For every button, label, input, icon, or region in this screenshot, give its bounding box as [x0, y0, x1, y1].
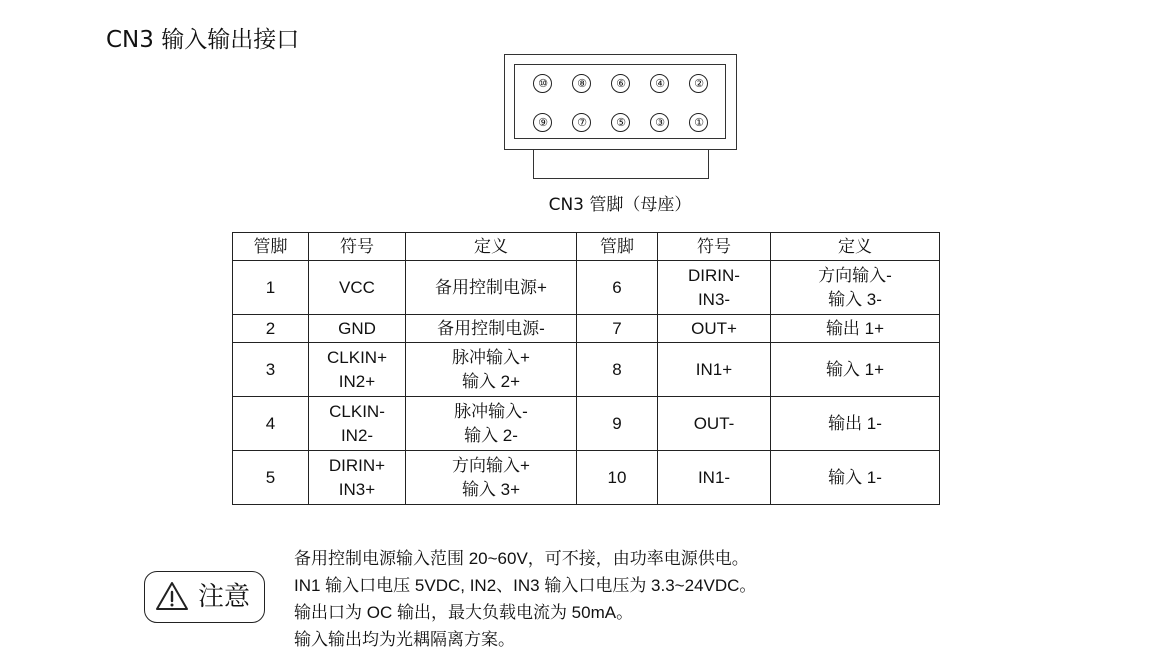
cell-text: CLKIN- — [329, 401, 385, 421]
cell-pin — [577, 451, 658, 505]
cell-text: 6 — [612, 277, 622, 297]
cell-pin — [233, 397, 309, 451]
cell-text: 输出 1+ — [825, 318, 885, 338]
cell-text: 脉冲输入- — [454, 401, 528, 421]
cell-text: IN2+ — [338, 371, 376, 391]
cell-text: VCC — [339, 277, 375, 297]
cell-symbol — [309, 451, 406, 505]
connector-caption: CN3 管脚（母座） — [548, 195, 692, 215]
cell-text: 输入 1- — [828, 467, 882, 487]
header-symbol: 符号 — [658, 233, 771, 261]
table-row — [233, 261, 940, 315]
cell-text: 3 — [265, 359, 276, 379]
table-row — [233, 315, 940, 343]
cell-text: 1 — [265, 277, 276, 297]
cell-text: 方向输入- — [818, 265, 892, 285]
notice-badge — [144, 571, 265, 623]
cell-pin — [577, 315, 658, 343]
header-symbol: 符号 — [309, 233, 406, 261]
cell-definition — [771, 451, 940, 505]
note-line: 备用控制电源输入范围 20~60V，可不接，由功率电源供电。 — [294, 549, 749, 568]
cell-pin — [233, 343, 309, 397]
connector-pin: ⑦ — [572, 113, 591, 132]
cell-symbol — [309, 343, 406, 397]
connector-pin: ④ — [650, 74, 669, 93]
cell-text: 10 — [607, 467, 627, 487]
cell-symbol — [658, 315, 771, 343]
cell-definition — [406, 261, 577, 315]
cell-pin — [577, 397, 658, 451]
cell-text: 输入 2- — [464, 425, 518, 445]
cell-text: 2 — [265, 318, 276, 338]
connector-pin: ① — [689, 113, 708, 132]
cell-definition — [406, 343, 577, 397]
cell-text: 方向输入+ — [452, 455, 530, 475]
cell-symbol — [658, 397, 771, 451]
connector-pin: ② — [689, 74, 708, 93]
cell-text: 输入 2+ — [461, 371, 521, 391]
connector-pin: ③ — [650, 113, 669, 132]
notice-text — [294, 545, 756, 653]
cell-text: OUT+ — [691, 318, 737, 338]
cell-pin — [233, 315, 309, 343]
cell-definition — [771, 261, 940, 315]
section-title: CN3 输入输出接口 — [106, 27, 300, 53]
cell-symbol — [658, 261, 771, 315]
cell-definition — [406, 397, 577, 451]
connector-pin: ⑥ — [611, 74, 630, 93]
cell-text: DIRIN+ — [328, 455, 386, 475]
cell-symbol — [658, 343, 771, 397]
note-line: IN1 输入口电压 5VDC, IN2、IN3 输入口电压为 3.3~24VDC。 — [294, 576, 757, 595]
cell-pin — [577, 343, 658, 397]
header-definition: 定义 — [771, 233, 940, 261]
note-line: 输入输出均为光耦隔离方案。 — [294, 630, 515, 649]
cell-symbol — [309, 261, 406, 315]
header-pin: 管脚 — [577, 233, 658, 261]
cell-symbol — [309, 315, 406, 343]
cell-text: 输出 1- — [828, 413, 882, 433]
cell-text: 8 — [612, 359, 622, 379]
cell-symbol — [309, 397, 406, 451]
cell-text: IN1+ — [695, 359, 733, 379]
connector-key-tab — [533, 149, 709, 179]
cell-definition — [771, 315, 940, 343]
cell-text: 4 — [265, 413, 276, 433]
header-definition: 定义 — [406, 233, 577, 261]
notice-label: 注意 — [198, 582, 251, 612]
connector-pin: ⑨ — [533, 113, 552, 132]
note-line: 输出口为 OC 输出，最大负载电流为 50mA。 — [294, 603, 634, 622]
cell-text: OUT- — [693, 413, 735, 433]
header-pin: 管脚 — [233, 233, 309, 261]
cell-symbol — [658, 451, 771, 505]
cell-definition — [406, 451, 577, 505]
cell-text: 输入 3+ — [461, 479, 521, 499]
connector-pin: ⑩ — [533, 74, 552, 93]
cell-pin — [233, 451, 309, 505]
table-body — [233, 261, 940, 505]
cell-text: 输入 3- — [828, 289, 882, 309]
cell-text: GND — [338, 318, 376, 338]
cell-definition — [406, 315, 577, 343]
table-row — [233, 343, 940, 397]
table-row — [233, 451, 940, 505]
cell-text: DIRIN- — [688, 265, 740, 285]
cell-text: 7 — [612, 318, 622, 338]
cell-text: IN1- — [697, 467, 731, 487]
cell-text: 5 — [265, 467, 276, 487]
cell-pin — [233, 261, 309, 315]
cell-text: CLKIN+ — [327, 347, 387, 367]
connector-diagram — [504, 54, 737, 150]
cell-pin — [577, 261, 658, 315]
cell-definition — [771, 343, 940, 397]
cell-text: 输入 1+ — [825, 359, 885, 379]
cell-text: IN3- — [697, 289, 731, 309]
cell-definition — [771, 397, 940, 451]
table-row — [233, 397, 940, 451]
connector-pin: ⑧ — [572, 74, 591, 93]
cell-text: 9 — [612, 413, 622, 433]
connector-pin: ⑤ — [611, 113, 630, 132]
warning-triangle-icon — [155, 580, 189, 612]
cell-text: IN3+ — [338, 479, 376, 499]
cell-text: IN2- — [340, 425, 374, 445]
cell-text: 备用控制电源+ — [435, 277, 547, 297]
cell-text: 备用控制电源- — [437, 318, 545, 338]
cell-text: 脉冲输入+ — [452, 347, 530, 367]
table-header-row — [233, 233, 940, 261]
pin-definition-table — [232, 232, 940, 505]
